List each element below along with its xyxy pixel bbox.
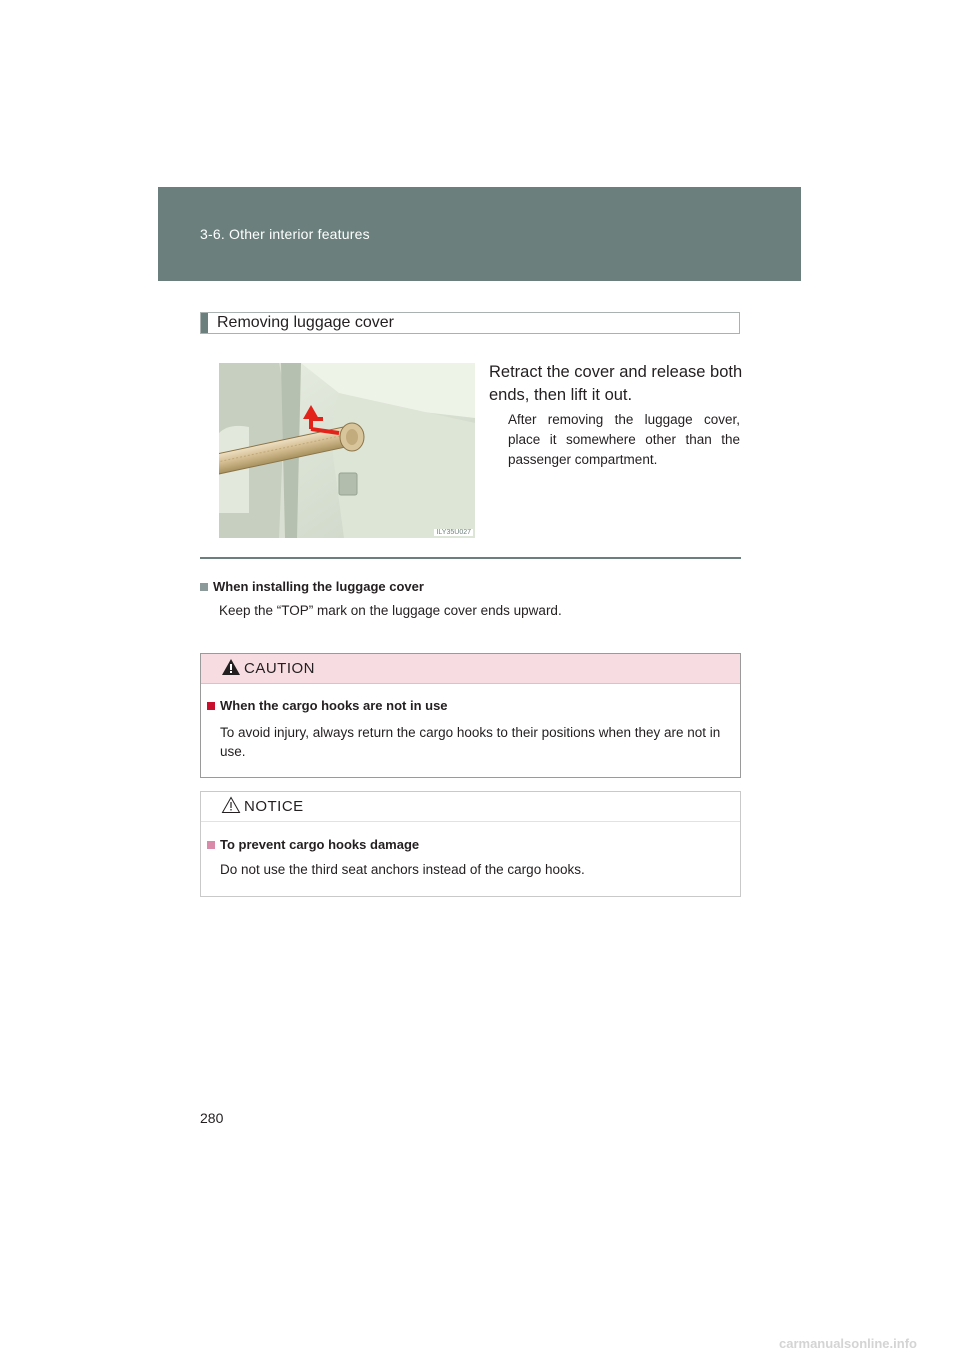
instruction-main: Retract the cover and release both ends, then lift it out. [489, 363, 743, 404]
instruction-note: After removing the luggage cover, place it somewhere other than the passenger compartment. [508, 412, 740, 467]
info-heading-text: When installing the luggage cover [213, 579, 424, 594]
notice-heading-text: To prevent cargo hooks damage [220, 837, 420, 852]
bullet-square-icon [200, 583, 208, 591]
caution-heading-text: When the cargo hooks are not in use [220, 698, 448, 713]
illustration-svg [219, 363, 475, 538]
section-divider [200, 557, 741, 559]
luggage-cover-illustration [219, 363, 475, 538]
caution-heading [207, 698, 448, 713]
warning-triangle-icon [221, 658, 241, 676]
notice-header [201, 792, 740, 822]
notice-heading [207, 837, 419, 852]
caution-box [200, 653, 741, 778]
notice-body: Do not use the third seat anchors instead of the cargo hooks. [220, 862, 585, 877]
notice-triangle-icon [221, 796, 241, 814]
page-number: 280 [200, 1110, 224, 1126]
figure-code: ILY35U027 [436, 529, 471, 536]
notice-box [200, 791, 741, 897]
bullet-square-icon [207, 841, 215, 849]
section-title-bar [200, 312, 740, 334]
caution-label: CAUTION [244, 660, 315, 677]
notice-label: NOTICE [244, 798, 304, 815]
info-heading [200, 579, 424, 594]
section-title: Removing luggage cover [217, 314, 394, 331]
bullet-square-icon [207, 702, 215, 710]
info-body: Keep the “TOP” mark on the luggage cover ends upward. [219, 603, 562, 618]
caution-header [201, 654, 740, 684]
section-breadcrumb: 3-6. Other interior features [200, 226, 370, 242]
caution-body: To avoid injury, always return the cargo hooks to their positions when they are not in use. [220, 725, 721, 759]
title-accent [201, 313, 208, 333]
watermark: carmanualsonline.info [779, 1336, 917, 1351]
